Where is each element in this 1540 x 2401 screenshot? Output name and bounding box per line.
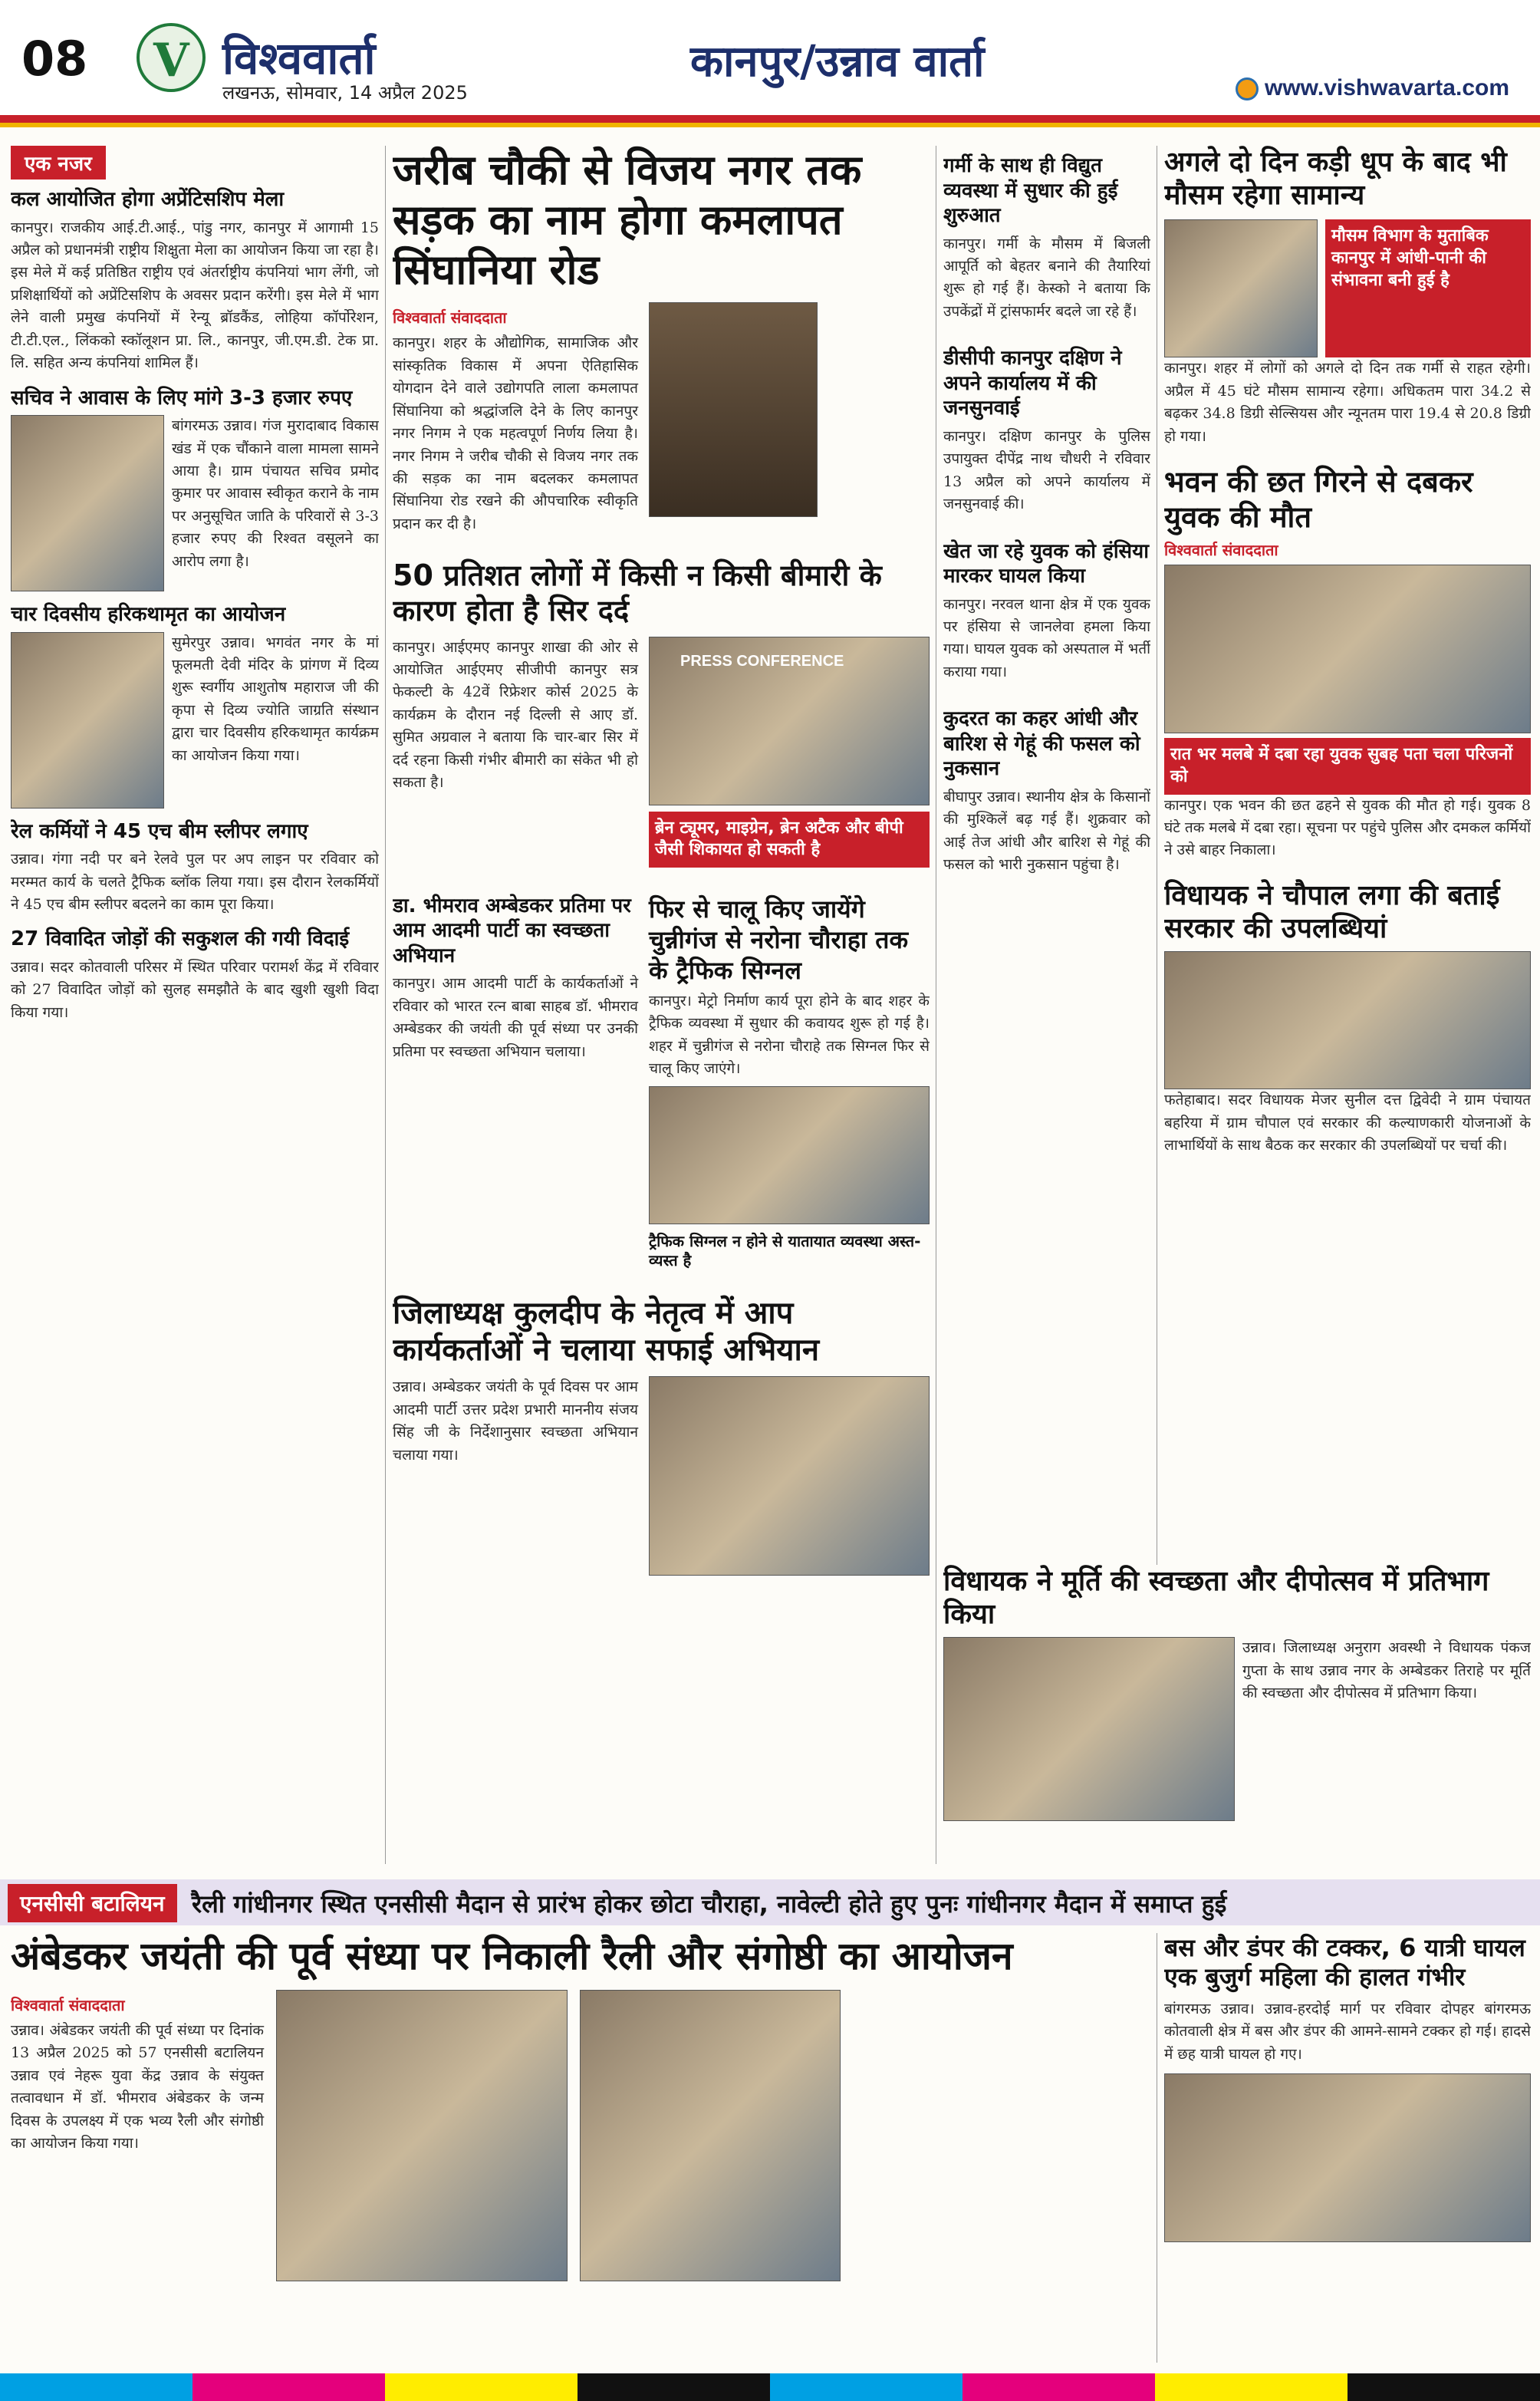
- website-link[interactable]: [1236, 75, 1509, 101]
- headline: अगले दो दिन कड़ी धूप के बाद भी मौसम रहेगा सामान्य: [1164, 147, 1507, 212]
- byline: विश्ववार्ता संवाददाता: [11, 1996, 125, 2014]
- headline: डीसीपी कानपुर दक्षिण ने अपने कार्यालय में की जनसुनवाई: [943, 347, 1122, 420]
- headline: जिलाध्यक्ष कुलदीप के नेतृत्व में आप कार्यकर्ताओं ने चलाया सफाई अभियान: [393, 1296, 820, 1368]
- article-body: कानपुर। शहर में लोगों को अगले दो दिन तक गर्मी से राहत रहेगी। अप्रैल में 45 घंटे मौसम सामान्य रहेगा। अधिकतम पारा 34.2 से बढ़कर 34.8 डिग्री सेल्सियस और न्यूनतम पारा 19.4 से 20.8 डिग्री हो गया।: [1164, 360, 1531, 445]
- article-body: कानपुर। राजकीय आई.टी.आई., पांडु नगर, कानपुर में आगामी 15 अप्रैल को प्रधानमंत्री राष्ट्रीय शिक्षुता मेला का आयोजन किया जा रहा है। इस मेले में कई प्रतिष्ठित राष्ट्रीय एवं अंतर्राष्ट्रीय कंपनियां भाग लेंगी, जो प्रशिक्षार्थियों को अप्रेंटिसशिप के अवसर प्रदान करेंगी। इस मेले में भाग लेने वाली प्रमुख कंपनियों में रेन्यू ब्रॉडकैंड, लोहिया कॉर्पोरेशन, टी.टी.एल., लिंकको स्कॉलूशन प्रा. लि., कानपुर, जी.एम.डी. टेक प्रा. लि. सहित अन्य कंपनियां शामिल हैं।: [11, 219, 379, 372]
- headline: 50 प्रतिशत लोगों में किसी न किसी बीमारी के कारण होता है सिर दर्द: [393, 558, 882, 627]
- ncc-banner: [0, 1879, 1540, 1925]
- lead-headline: जरीब चौकी से विजय नगर तक सड़क का नाम होगा कमलापत सिंघानिया रोड: [393, 146, 862, 294]
- section-title: कानपुर/उन्नाव वार्ता: [690, 37, 985, 87]
- website-text: www.vishwavarta.com: [1264, 75, 1509, 100]
- photo-caption: ट्रैफिक सिग्नल न होने से यातायात व्यवस्था अस्त-व्यस्त है: [649, 1232, 921, 1270]
- accident-photo: [1164, 2073, 1531, 2242]
- rubble-photo: [1164, 565, 1531, 733]
- press-photo: [649, 637, 930, 805]
- article-body: कानपुर। आईएमए कानपुर शाखा की ओर से आयोजित आईएमए सीजीपी कानपुर सत्र फेकल्टी के 42वें रिफ्रेशर कोर्स 2025 के कार्यक्रम के दौरान नई दिल्ली से आए डॉ. सुमित अग्रवाल ने बताया कि चार-बार सिर में दर्द रहना किसी गंभीर बीमारी का संकेत भी हो सकता है।: [393, 638, 638, 792]
- chaupal-photo: [1164, 951, 1531, 1089]
- byline: विश्ववार्ता संवाददाता: [1164, 541, 1278, 560]
- brand-name: विश्ववार्ता: [222, 32, 376, 84]
- headline: विधायक ने चौपाल लगा की बताई सरकार की उपलब्धियां: [1164, 879, 1500, 944]
- article-body: बीघापुर उन्नाव। स्थानीय क्षेत्र के किसानों की मुश्किलें बढ़ गई हैं। शुक्रवार को आई तेज आंधी और बारिश से गेहूं की फसल को भारी नुकसान पहुंचा है।: [943, 788, 1150, 874]
- article-body: बांगरमऊ उन्नाव। उन्नाव-हरदोई मार्ग पर रविवार दोपहर बांगरमऊ कोतवाली क्षेत्र में बस और डंपर की आमने-सामने टक्कर हो गई। हादसे में छह यात्री घायल हो गए।: [1164, 2000, 1531, 2063]
- traffic-photo: [649, 1086, 930, 1224]
- wide-story: [943, 1565, 1531, 1864]
- headline: कल आयोजित होगा अप्रेंटिसशिप मेला: [11, 188, 285, 211]
- callout: ब्रेन ट्यूमर, माइग्रेन, ब्रेन अटैक और बीपी जैसी शिकायत हो सकती है: [649, 812, 930, 868]
- column-divider: [385, 146, 386, 1864]
- print-color-bar: [0, 2373, 1540, 2401]
- news-photo: [649, 1376, 930, 1576]
- news-photo: [943, 1637, 1235, 1821]
- dateline: लखनऊ, सोमवार, 14 अप्रैल 2025: [222, 82, 468, 104]
- banner-line: रैली गांधीनगर स्थित एनसीसी मैदान से प्रारंभ होकर छोटा चौराहा, नावेल्टी होते हुए पुनः गांधीनगर मैदान में समाप्त हुई: [192, 1889, 1227, 1918]
- center-column: [393, 146, 930, 1864]
- article-body: उन्नाव। गंगा नदी पर बने रेलवे पुल पर अप लाइन पर रविवार को मरम्मत कार्य के चलते ट्रैफिक ब्लॉक लिया गया। इस दौरान रेलकर्मियों ने 45 एच बीम स्लीपर बदलने का काम पूरा किया।: [11, 851, 379, 913]
- bottom-story: [11, 1933, 1146, 2370]
- article-body: कानपुर। एक भवन की छत ढहने से युवक की मौत हो गई। युवक 8 घंटे तक मलबे में दबा रहा। सूचना पर पहुंचे पुलिस और दमकल कर्मियों ने उसे बाहर निकाला।: [1164, 796, 1531, 859]
- article-body: कानपुर। मेट्रो निर्माण कार्य पूरा होने के बाद शहर के ट्रैफिक व्यवस्था में सुधार की कवायद शुरू हो गई है। शहर में चुन्नीगंज से नरोना चौराहे तक सिग्नल फिर से चालू किए जाएंगे।: [649, 992, 930, 1078]
- globe-icon: [1236, 77, 1259, 100]
- article-body: कानपुर। आम आदमी पार्टी के कार्यकर्ताओं ने रविवार को भारत रत्न बाबा साहब डॉ. भीमराव अम्बेडकर की जयंती की पूर्व संध्या पर उनकी प्रतिमा पर स्वच्छता अभियान चलाया।: [393, 975, 638, 1060]
- headline: बस और डंपर की टक्कर, 6 यात्री घायल एक बुजुर्ग महिला की हालत गंभीर: [1164, 1933, 1525, 1992]
- masthead-rule: [0, 115, 1540, 123]
- headline: भवन की छत गिरने से दबकर युवक की मौत: [1164, 465, 1473, 534]
- rally-photo: [276, 1990, 568, 2281]
- weather-photo: [1164, 219, 1318, 357]
- headline: फिर से चालू किए जायेंगे चुन्नीगंज से नरोना चौराहा तक के ट्रैफिक सिग्नल: [649, 894, 909, 985]
- headline: 27 विवादित जोड़ों की सकुशल की गयी विदाई: [11, 927, 350, 951]
- article-body: कानपुर। नरवल थाना क्षेत्र में एक युवक पर हंसिया से जानलेवा हमला किया गया। घायल युवक को अस्पताल में भर्ती कराया गया।: [943, 595, 1150, 680]
- headline: गर्मी के साथ ही विद्युत व्यवस्था में सुधार की हुई शुरुआत: [943, 154, 1118, 227]
- portrait-photo: [649, 302, 818, 517]
- page-number: 08: [21, 31, 88, 87]
- banner-tag: एनसीसी बटालियन: [8, 1884, 177, 1922]
- section-tag: एक नजर: [11, 146, 106, 179]
- headline: कुदरत का कहर आंधी और बारिश से गेहूं की फसल को नुकसान: [943, 707, 1140, 781]
- brand-logo: V: [137, 23, 206, 92]
- headline: डा. भीमराव अम्बेडकर प्रतिमा पर आम आदमी पार्टी का स्वच्छता अभियान: [393, 894, 631, 967]
- article-body: उन्नाव। जिलाध्यक्ष अनुराग अवस्थी ने विधायक पंकज गुप्ता के साथ उन्नाव नगर के अम्बेडकर तिराहे पर मूर्ति की स्वच्छता और दीपोत्सव में प्रतिभाग किया।: [1242, 1639, 1531, 1702]
- article-body: कानपुर। गर्मी के मौसम में बिजली आपूर्ति को बेहतर बनाने की तैयारियां शुरू हो गई हैं। केस्को ने बताया कि उपकेंद्रों में ट्रांसफार्मर बदले जा रहे हैं।: [943, 235, 1150, 320]
- article-body: कानपुर। दक्षिण कानपुर के पुलिस उपायुक्त दीपेंद्र नाथ चौधरी ने रविवार 13 अप्रैल को अपने कार्यालय में जनसुनवाई की।: [943, 427, 1150, 513]
- article-body: बांगरमऊ उन्नाव। गंज मुरादाबाद विकास खंड में एक चौंकाने वाला मामला सामने आया है। ग्राम पंचायत सचिव प्रमोद कुमार पर आवास स्वीकृत कराने के नाम पर अनुसूचित जाति के परिवारों से 3-3 हजार रुपए की रिश्वत वसूलने का आरोप लगा है।: [172, 417, 379, 570]
- news-photo: [11, 632, 164, 809]
- headline: चार दिवसीय हरिकथामृत का आयोजन: [11, 603, 286, 627]
- callout: रात भर मलबे में दबा रहा युवक सुबह पता चला परिजनों को: [1164, 738, 1531, 794]
- headline: रेल कर्मियों ने 45 एच बीम स्लीपर लगाए: [11, 819, 308, 843]
- article-body: उन्नाव। अम्बेडकर जयंती के पूर्व दिवस पर आम आदमी पार्टी उत्तर प्रदेश प्रभारी माननीय संजय सिंह जी के निर्देशानुसार स्वच्छता अभियान चलाया गया।: [393, 1378, 638, 1464]
- headline: खेत जा रहे युवक को हंसिया मारकर घायल किया: [943, 539, 1149, 588]
- photo-caption: PRESS CONFERENCE: [680, 652, 844, 670]
- headline: विधायक ने मूर्ति की स्वच्छता और दीपोत्सव में प्रतिभाग किया: [943, 1566, 1489, 1631]
- seminar-photo: [580, 1990, 841, 2281]
- headline: सचिव ने आवास के लिए मांगे 3-3 हजार रुपए: [11, 386, 353, 410]
- masthead-rule-accent: [0, 123, 1540, 127]
- lead-headline: अंबेडकर जयंती की पूर्व संध्या पर निकाली रैली और संगोष्ठी का आयोजन: [11, 1934, 1013, 1978]
- article-body: कानपुर। शहर के औद्योगिक, सामाजिक और सांस्कृतिक विकास में अपना ऐतिहासिक योगदान देने वाले उद्योगपति लाला कमलापत सिंघानिया को श्रद्धांजलि देने के लिए कानपुर नगर निगम ने एक महत्वपूर्ण निर्णय लिया है। नगर निगम ने जरीब चौकी से विजय नगर तक की सड़क का नाम बदलकर कमलापत सिंघानिया रोड रखने की औपचारिक स्वीकृति प्रदान कर दी है।: [393, 334, 638, 532]
- byline: विश्ववार्ता संवाददाता: [393, 308, 507, 328]
- accident-story: [1164, 1933, 1531, 2370]
- news-photo: [11, 415, 164, 591]
- article-body: सुमेरपुर उन्नाव। भगवंत नगर के मां फूलमती देवी मंदिर के प्रांगण में दिव्य शुरू स्वर्गीय आशुतोष महाराज जी की कृपा से दिव्य ज्योति जाग्रति संस्थान द्वारा चार दिवसीय हरिकथामृत कार्यक्रम का आयोजन किया गया।: [172, 634, 379, 764]
- article-body: उन्नाव। सदर कोतवाली परिसर में स्थित परिवार परामर्श केंद्र में रविवार को 27 विवादित जोड़ों को सुलह समझौते के बाद खुशी खुशी विदा किया गया।: [11, 958, 379, 1021]
- masthead: [0, 0, 1540, 115]
- callout: मौसम विभाग के मुताबिक कानपुर में आंधी-पानी की संभावना बनी हुई है: [1325, 219, 1531, 357]
- left-column: [11, 146, 379, 1864]
- article-body: उन्नाव। अंबेडकर जयंती की पूर्व संध्या पर दिनांक 13 अप्रैल 2025 को 57 एनसीसी बटालियन उन्नाव एवं नेहरू युवा केंद्र उन्नाव के संयुक्त तत्वावधान में डॉ. भीमराव अंबेडकर के जन्म दिवस के उपलक्ष्य में एक भव्य रैली और संगोष्ठी का आयोजन किया गया।: [11, 2022, 264, 2152]
- article-body: फतेहाबाद। सदर विधायक मेजर सुनील दत्त द्विवेदी ने ग्राम पंचायत बहरिया में ग्राम चौपाल एवं सरकार की कल्याणकारी योजनाओं के लाभार्थियों के साथ बैठक कर सरकार की उपलब्धियों पर चर्चा की।: [1164, 1092, 1531, 1154]
